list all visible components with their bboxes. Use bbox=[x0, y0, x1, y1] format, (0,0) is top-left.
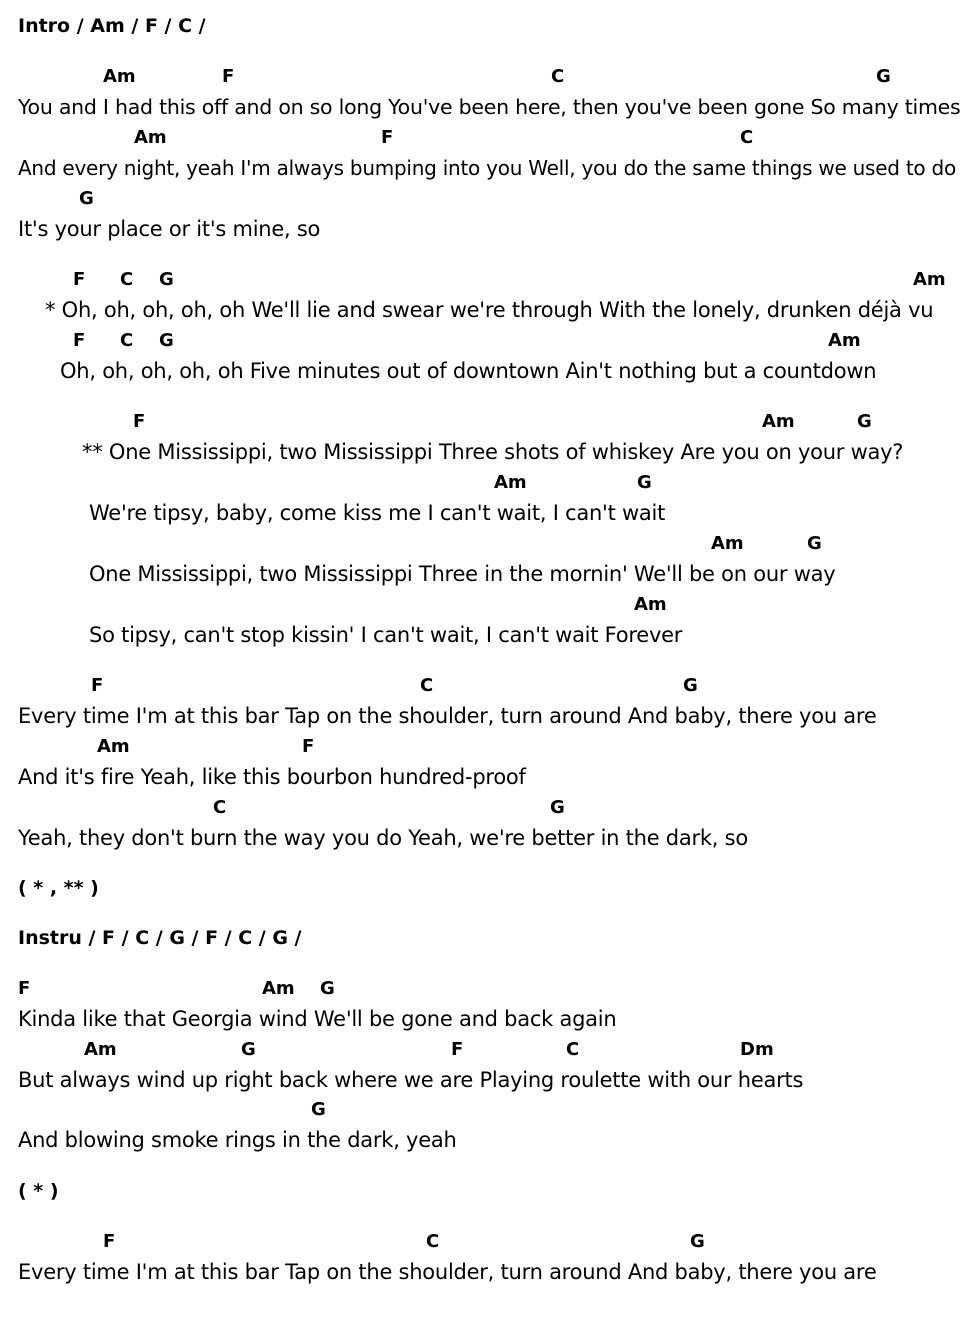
chord-f: F bbox=[73, 330, 86, 351]
lyric-line: Yeah, they don't burn the way you do Yeah, we're better in the dark, so bbox=[18, 826, 748, 850]
chord-c: C bbox=[420, 675, 434, 696]
lyric-line: And it's fire Yeah, like this bourbon hundred-proof bbox=[18, 765, 526, 789]
lyric-line: It's your place or it's mine, so bbox=[18, 217, 321, 241]
chord-f: F bbox=[222, 66, 235, 87]
chord-c: C bbox=[740, 127, 754, 148]
lyric-line: * Oh, oh, oh, oh, oh We'll lie and swear we're through With the lonely, drunken déjà vu bbox=[45, 298, 934, 322]
repeat-marker: ( * ) bbox=[18, 1180, 59, 1202]
chord-f: F bbox=[103, 1231, 116, 1252]
chord-g: G bbox=[807, 533, 822, 554]
chord-am: Am bbox=[97, 736, 130, 757]
lyric-line: Kinda like that Georgia wind We'll be gone and back again bbox=[18, 1007, 617, 1031]
lyric-line: Every time I'm at this bar Tap on the shoulder, turn around And baby, there you are bbox=[18, 1260, 877, 1284]
chord-g: G bbox=[683, 675, 698, 696]
lyric-line: But always wind up right back where we are Playing roulette with our hearts bbox=[18, 1068, 804, 1092]
chord-am: Am bbox=[913, 269, 946, 290]
lyric-line: Oh, oh, oh, oh, oh Five minutes out of downtown Ain't nothing but a countdown bbox=[60, 359, 877, 383]
chord-g: G bbox=[241, 1039, 256, 1060]
chord-g: G bbox=[320, 978, 335, 999]
chord-c: C bbox=[551, 66, 565, 87]
chord-c: C bbox=[426, 1231, 440, 1252]
repeat-marker: ( * , ** ) bbox=[18, 877, 99, 899]
chord-f: F bbox=[133, 411, 146, 432]
intro-heading: Intro / Am / F / C / bbox=[18, 15, 206, 37]
chord-c: C bbox=[566, 1039, 580, 1060]
chord-am: Am bbox=[134, 127, 167, 148]
chord-g: G bbox=[79, 188, 94, 209]
lyric-line: Every time I'm at this bar Tap on the shoulder, turn around And baby, there you are bbox=[18, 704, 877, 728]
chord-am: Am bbox=[762, 411, 795, 432]
chord-am: Am bbox=[103, 66, 136, 87]
chord-g: G bbox=[876, 66, 891, 87]
chord-c: C bbox=[120, 269, 134, 290]
lyric-line: We're tipsy, baby, come kiss me I can't wait, I can't wait bbox=[89, 501, 666, 525]
lyric-line: ** One Mississippi, two Mississippi Three shots of whiskey Are you on your way? bbox=[82, 440, 904, 464]
chord-g: G bbox=[159, 330, 174, 351]
chord-f: F bbox=[91, 675, 104, 696]
chord-g: G bbox=[159, 269, 174, 290]
chord-f: F bbox=[73, 269, 86, 290]
chord-g: G bbox=[857, 411, 872, 432]
chord-am: Am bbox=[262, 978, 295, 999]
chord-g: G bbox=[690, 1231, 705, 1252]
chord-g: G bbox=[550, 797, 565, 818]
chord-f: F bbox=[451, 1039, 464, 1060]
chord-g: G bbox=[311, 1099, 326, 1120]
chord-g: G bbox=[637, 472, 652, 493]
chord-f: F bbox=[18, 978, 31, 999]
chord-am: Am bbox=[828, 330, 861, 351]
lyric-line: So tipsy, can't stop kissin' I can't wait, I can't wait Forever bbox=[89, 623, 683, 647]
chord-am: Am bbox=[84, 1039, 117, 1060]
instru-heading: Instru / F / C / G / F / C / G / bbox=[18, 927, 302, 949]
lyric-line: And every night, yeah I'm always bumping into you Well, you do the same things we used to do bbox=[18, 156, 956, 180]
chord-c: C bbox=[213, 797, 227, 818]
chord-c: C bbox=[120, 330, 134, 351]
chord-f: F bbox=[302, 736, 315, 757]
lyric-line: You and I had this off and on so long You've been here, then you've been gone So many times bbox=[18, 95, 961, 119]
lyric-line: And blowing smoke rings in the dark, yeah bbox=[18, 1128, 457, 1152]
chord-am: Am bbox=[494, 472, 527, 493]
lyric-line: One Mississippi, two Mississippi Three in the mornin' We'll be on our way bbox=[89, 562, 836, 586]
chord-dm: Dm bbox=[740, 1039, 774, 1060]
chord-am: Am bbox=[634, 594, 667, 615]
chord-am: Am bbox=[711, 533, 744, 554]
chord-f: F bbox=[381, 127, 394, 148]
